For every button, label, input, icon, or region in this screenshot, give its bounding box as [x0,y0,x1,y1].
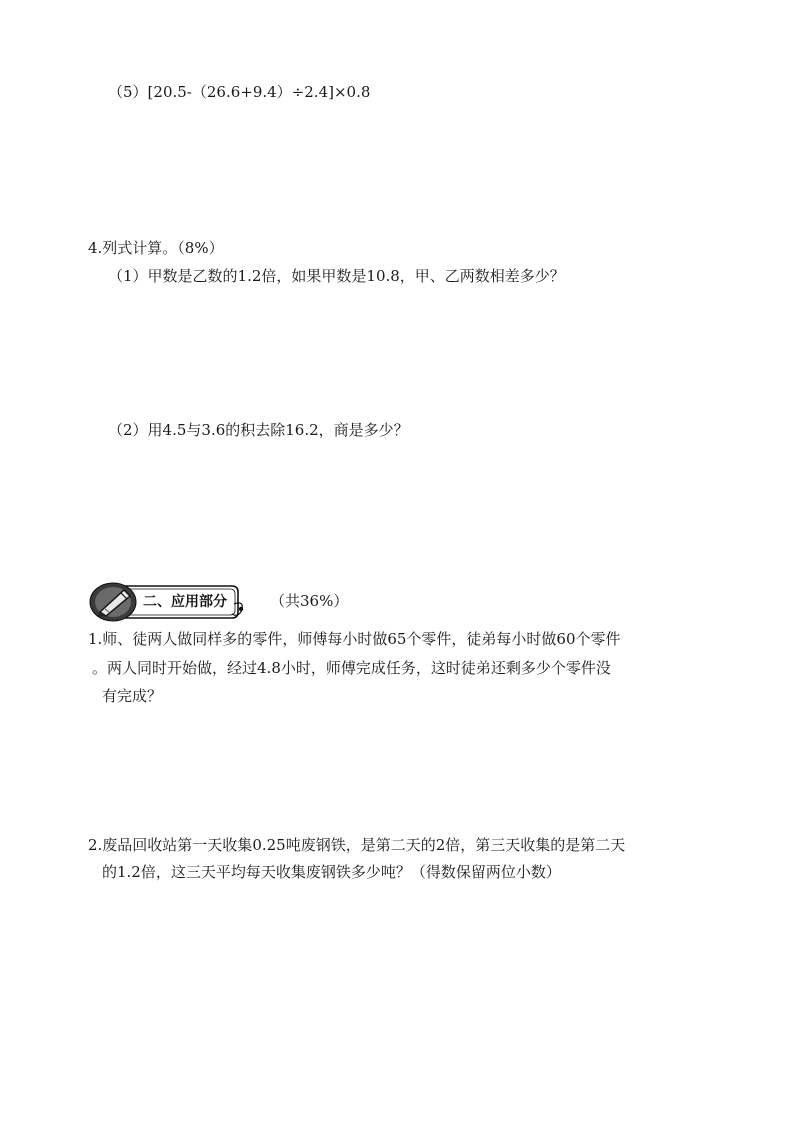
problem-2-line-1: 2.废品回收站第一天收集0.25吨废钢铁，是第二天的2倍，第三天收集的是第二天 [88,836,626,854]
problem-2-line-2: 的1.2倍，这三天平均每天收集废钢铁多少吨？（得数保留两位小数） [102,863,561,881]
calc-item-5: （5）[20.5-（26.6+9.4）÷2.4]×0.8 [108,83,371,101]
question-4-1: （1）甲数是乙数的1.2倍，如果甲数是10.8，甲、乙两数相差多少？ [108,267,565,285]
part-2-score: （共36%） [270,592,349,610]
banner-label: 二、应用部分 [143,594,227,610]
problem-1-line-3: 有完成？ [102,687,163,705]
question-4-2: （2）用4.5与3.6的积去除16.2，商是多少？ [108,421,409,439]
section-4-title: 4.列式计算。（8%） [88,239,224,257]
section-banner [86,580,246,624]
problem-1-line-2: 。两人同时开始做，经过4.8小时，师傅完成任务，这时徒弟还剩多少个零件没 [92,659,611,677]
problem-1-line-1: 1.师、徒两人做同样多的零件，师傅每小时做65个零件，徒弟每小时做60个零件 [88,630,621,648]
